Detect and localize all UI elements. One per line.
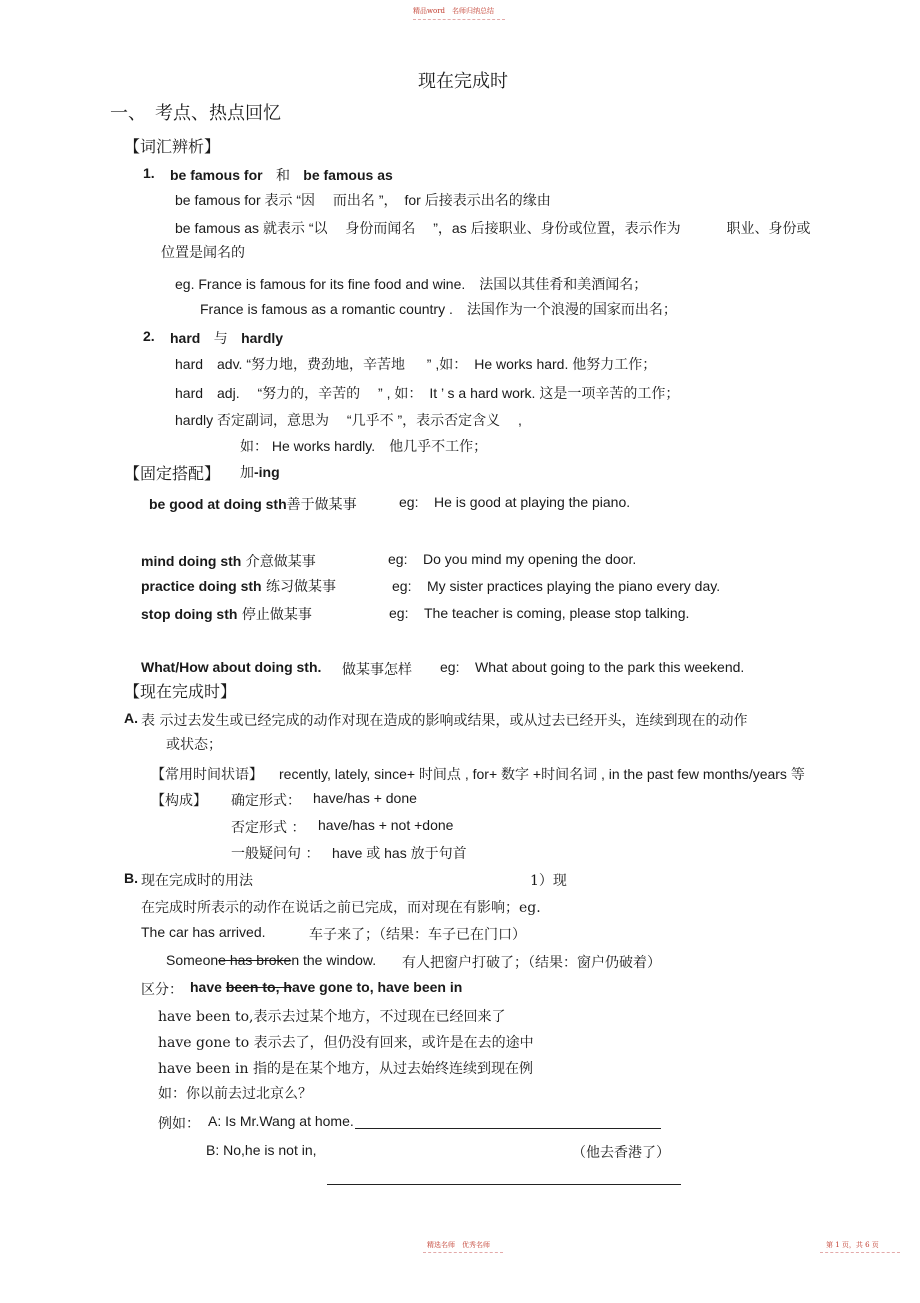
point-b-usage-number: 1）现 [530,873,567,889]
diff-line3: have been in 指的是在某个地方，从过去始终连续到现在例 [158,1061,533,1077]
collocation-example: The teacher is coming, please stop talking. [424,605,690,621]
collocation-cn: 练习做某事 [266,579,337,595]
collocation-note-suffix: -ing [254,464,280,480]
example1-en: The car has arrived. [141,924,266,940]
answer-line-b [327,1184,681,1185]
item1-number: 1. [143,165,155,181]
collocation-phrase: practice doing sth [141,578,262,594]
diff-terms [190,979,462,995]
collocation-example: Do you mind my opening the door. [423,551,637,567]
example2-en [166,952,376,968]
page-number: 第 1 页，共 6 页 [826,1241,879,1249]
item2-number: 2. [143,328,155,344]
collocation-example: He is good at playing the piano. [434,494,631,510]
point-a-text2: 或状态； [166,737,222,753]
diff-terms-part3: ave gone to, have been in [291,979,463,995]
item1-title [170,165,393,185]
form-negative-label: 否定形式 ： [231,820,306,836]
form-affirmative: have/has + done [313,790,417,806]
collocation-example: What about going to the park this weekend. [475,659,745,675]
answer-line-a [355,1128,661,1129]
item2-line1: hard adv. “努力地，费劲地，辛苦地 ” ,如： He works hard. 他努力工作； [175,356,657,372]
item2-line2: hard adj. “努力的，辛苦的 ” , 如： It ’ s a hard work. 这是一项辛苦的工作； [175,385,680,401]
collocation-row [149,494,357,514]
vocab-heading: 【词汇辨析】 [124,137,221,156]
dialogue-a: A: Is Mr.Wang at home. [208,1113,354,1129]
time-text: recently, lately, since+ 时间点 , for+ 数字 +时间名词 , in the past few months/years 等 [279,766,805,782]
footer-right-divider [820,1252,900,1253]
item2-line3: hardly 否定副词，意思为 “几乎不 ”，表示否定含义 , [175,412,522,428]
collocation-cn: 善于做某事 [286,497,357,513]
collocation-row [141,551,316,571]
form-question-label: 一般疑问句 ： [231,846,320,862]
collocation-eg: eg: [440,659,460,675]
item1-line2: be famous as 就表示 “以 身份而闻名 ”，as 后接职业、身份或位置，表示作为 职业、身份或 [175,220,811,236]
example1-cn: 车子来了；（结果：车子已在门口） [309,927,526,943]
item1-example2: France is famous as a romantic country . 法国作为一个浪漫的国家而出名； [200,301,677,317]
collocation-phrase: stop doing sth [141,606,238,622]
item2-conj: 与 [213,331,228,347]
page-header: 精品word 名师归纳总结 [413,7,495,15]
page-title: 现在完成时 [418,71,508,92]
time-label: 【常用时间状语】 [151,767,263,783]
collocation-eg: eg: [399,494,419,510]
point-b-label: B. [124,870,138,886]
collocation-heading: 【固定搭配】 [124,464,221,483]
item2-title [170,328,283,348]
footer-left: 精选名师 优秀名师 [427,1241,490,1249]
collocation-example: My sister practices playing the piano every day. [427,578,721,594]
collocation-note-prefix: 加 [240,465,254,481]
point-a-text: 表 示过去发生或已经完成的动作对现在造成的影响或结果，或从过去已经开头，连续到现在的动作 [141,713,748,729]
form-affirmative-label: 确定形式： [231,793,301,809]
form-question: have 或 has 放于句首 [332,845,467,861]
form-negative: have/has + not +done [318,817,454,833]
form-label: 【构成】 [151,793,207,809]
example2-en-part3: n the window. [291,952,377,968]
collocation-cn: 停止做某事 [241,607,312,623]
diff-line4: 如：你以前去过北京么？ [158,1086,312,1102]
collocation-cn: 做某事怎样 [342,662,412,678]
item1-example1: eg. France is famous for its fine food and wine. 法国以其佳肴和美酒闻名； [175,276,648,292]
item2-line4: 如： He works hardly. 他几乎不工作； [240,438,488,454]
collocation-phrase: be good at doing sth [149,496,287,512]
example-label: 例如： [158,1116,200,1132]
collocation-eg: eg: [389,605,409,621]
example2-en-struck: e has broke [218,952,292,968]
point-b-line2: 在完成时所表示的动作在说话之前已完成，而对现在有影响；eg. [141,900,541,916]
header-divider [413,19,505,20]
collocation-cn: 介意做某事 [245,554,316,570]
collocation-phrase: What/How about doing sth. [141,659,322,675]
collocation-row [141,576,336,596]
dialogue-hint: （他去香港了） [572,1145,670,1161]
collocation-eg: eg: [388,551,408,567]
example2-cn: 有人把窗户打破了；（结果：窗户仍破着） [402,955,661,971]
dialogue-b: B: No,he is not in, [206,1142,317,1158]
example2-en-part1: Someon [166,952,219,968]
diff-terms-part1: have [190,979,226,995]
item1-line1: be famous for 表示 “因 而出名 ”， for 后接表示出名的缘由 [175,192,551,208]
collocation-eg: eg: [392,578,412,594]
item1-conj: 和 [275,168,290,184]
diff-terms-struck: been to, h [225,979,292,995]
section-heading: 一、 考点、热点回忆 [110,103,281,124]
point-b-text: 现在完成时的用法 [141,873,253,889]
collocation-note [240,462,280,482]
item1-line3: 位置是闻名的 [161,245,245,261]
item2-term-a: hard [170,330,201,346]
point-a-label: A. [124,710,138,726]
collocation-phrase: mind doing sth [141,553,242,569]
diff-line2: have gone to 表示去了，但仍没有回来，或许是在去的途中 [158,1035,534,1051]
footer-left-divider [423,1252,503,1253]
item1-term-b: be famous as [303,167,393,183]
item1-term-a: be famous for [170,167,263,183]
item2-term-b: hardly [241,330,284,346]
diff-line1: have been to,表示去过某个地方，不过现在已经回来了 [158,1009,506,1025]
collocation-row [141,604,312,624]
diff-label: 区分： [141,982,183,998]
perfect-heading: 【现在完成时】 [124,682,237,701]
